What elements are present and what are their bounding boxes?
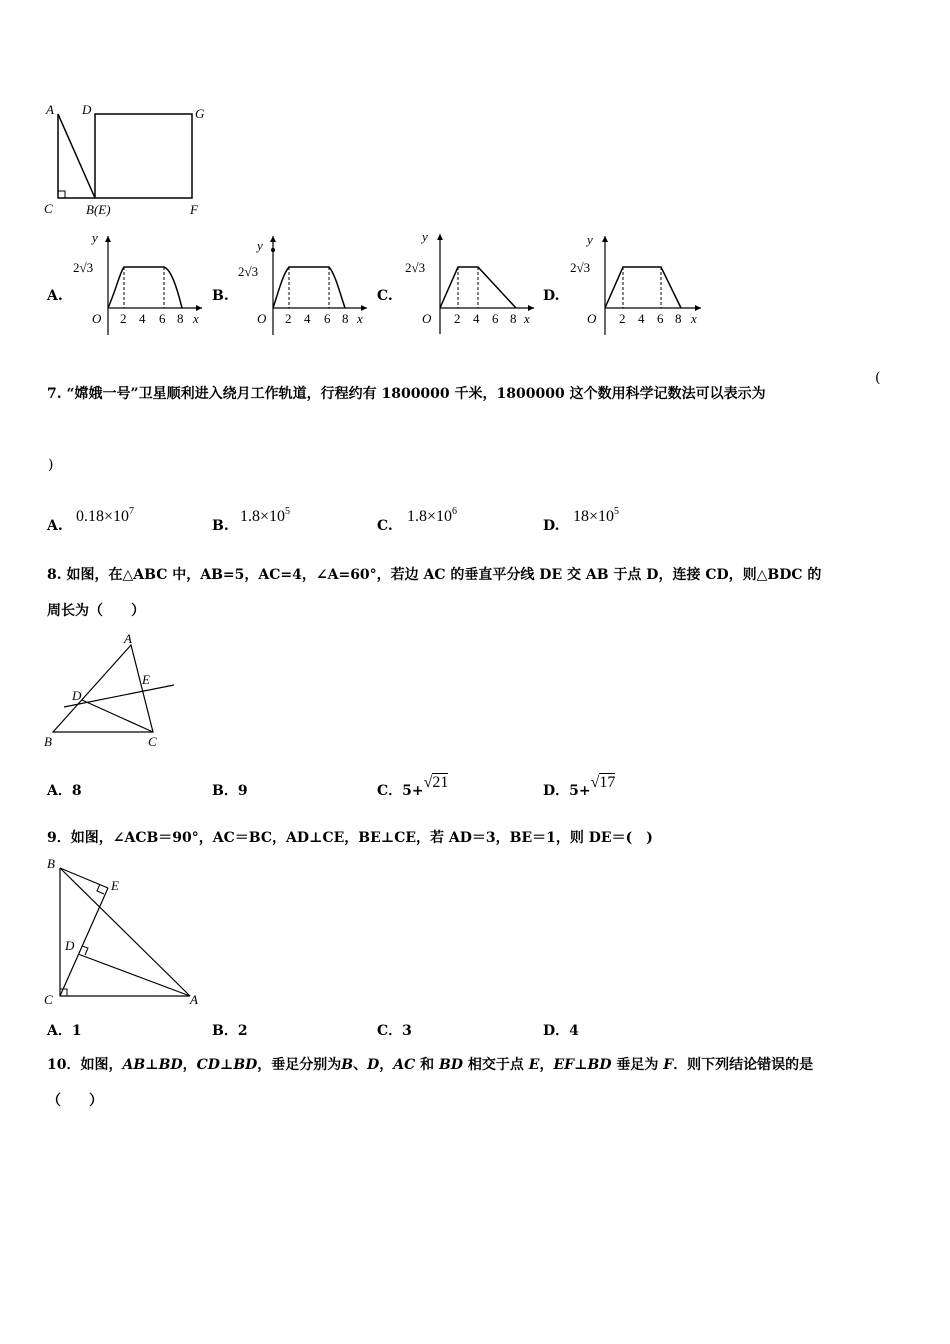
graph-b-y: y (257, 238, 263, 253)
graph-b-t2: 2 (285, 311, 292, 326)
q7-option-b-value (240, 506, 290, 526)
q7-d-base: 18×10 (573, 508, 615, 525)
q7-option-a-label[interactable]: A. (47, 518, 63, 534)
q8-option-c-sqrt-icon: √ (423, 774, 433, 791)
q10-p8: ， (539, 1057, 554, 1073)
q8-option-a[interactable]: A．8 (47, 783, 82, 799)
q8-label-B: B (44, 734, 52, 749)
q6-option-b-graph (235, 230, 370, 340)
q9-option-d[interactable]: D．4 (543, 1023, 579, 1039)
q8-option-d-radicand: 17 (599, 774, 616, 791)
graph-a-x: x (193, 311, 199, 326)
q10-m5: AC (393, 1057, 416, 1073)
graph-c-t4: 4 (473, 311, 480, 326)
q7-a-base: 0.18×10 (76, 508, 130, 525)
q6-option-d-label[interactable]: D. (543, 288, 560, 304)
q10-m1: AB⊥BD (122, 1057, 183, 1073)
graph-c-o: O (422, 311, 432, 326)
graph-d-x: x (691, 311, 697, 326)
q7-b-base: 1.8×10 (240, 508, 286, 525)
q7-option-c-value (407, 506, 457, 526)
q7-d-exp: 5 (614, 506, 620, 517)
q8-triangle-figure (40, 630, 185, 752)
graph-d-t6: 6 (657, 311, 664, 326)
q10-p5: ， (379, 1057, 394, 1073)
q10-m6: BD (439, 1057, 464, 1073)
graph-a-t2: 2 (120, 311, 127, 326)
q7-open-paren: ( (875, 370, 881, 386)
q9-label-B: B (47, 856, 55, 871)
q8-option-d[interactable] (543, 774, 616, 800)
graph-a-t8: 8 (177, 311, 184, 326)
q7-a-exp: 7 (129, 506, 135, 517)
q7-option-d-label[interactable]: D. (543, 518, 560, 534)
q10-m3: B (341, 1057, 354, 1073)
q7-option-d-value (573, 506, 619, 526)
q6-option-d-graph (567, 230, 707, 340)
q8-option-c[interactable] (377, 774, 449, 800)
q9-label-C: C (44, 992, 53, 1007)
q6-label-A: A (46, 102, 54, 117)
q7-option-a-value (76, 506, 134, 526)
q8-label-C: C (148, 734, 157, 749)
q8-question-line2: 周长为（ ） (47, 603, 145, 619)
graph-d-t8: 8 (675, 311, 682, 326)
graph-d-t2: 2 (619, 311, 626, 326)
graph-d-y: y (587, 232, 593, 247)
q6-label-G: G (195, 106, 205, 121)
q10-m9: F (663, 1057, 674, 1073)
q8-option-c-radicand: 21 (432, 774, 449, 791)
graph-b-val: 2√3 (238, 264, 259, 279)
graph-c-y: y (422, 229, 428, 244)
q10-p9: 垂足为 (611, 1057, 664, 1073)
q10-p4: 、 (353, 1057, 368, 1073)
graph-c-val: 2√3 (405, 260, 426, 275)
q6-geometry-figure (40, 98, 220, 223)
q7-option-c-label[interactable]: C. (377, 518, 393, 534)
q10-p10: ．则下列结论错误的是 (673, 1057, 814, 1073)
q6-option-a-label[interactable]: A. (47, 288, 63, 304)
q8-option-b[interactable]: B．9 (212, 783, 248, 799)
graph-a-t4: 4 (139, 311, 146, 326)
q7-option-b-label[interactable]: B. (212, 518, 229, 534)
q10-m8: EF⊥BD (553, 1057, 612, 1073)
q8-label-A: A (124, 631, 132, 646)
graph-d-t4: 4 (638, 311, 645, 326)
q8-option-c-label: C．5+ (377, 783, 424, 799)
q10-p7: 相交于点 (463, 1057, 529, 1073)
graph-c-t2: 2 (454, 311, 461, 326)
q8-option-d-sqrt-icon: √ (590, 774, 600, 791)
q10-question-line2: （ ） (47, 1093, 103, 1109)
q7-c-exp: 6 (452, 506, 458, 517)
q7-c-base: 1.8×10 (407, 508, 453, 525)
q10-p3: ，垂足分别为 (257, 1057, 342, 1073)
q9-label-D: D (65, 938, 75, 953)
q9-question-text: 9．如图，∠ACB＝90°，AC＝BC，AD⊥CE，BE⊥CE，若 AD＝3，BE＝1，则 DE＝( ) (47, 830, 653, 846)
q9-option-a[interactable]: A．1 (47, 1023, 82, 1039)
graph-b-t4: 4 (304, 311, 311, 326)
q10-p1: 10．如图， (47, 1057, 123, 1073)
q10-m7: E (528, 1057, 540, 1073)
q8-label-E: E (142, 672, 150, 687)
graph-a-y: y (92, 230, 98, 245)
q6-option-c-graph (402, 226, 537, 338)
graph-a-t6: 6 (159, 311, 166, 326)
q9-option-c[interactable]: C．3 (377, 1023, 412, 1039)
q9-label-E: E (111, 878, 119, 893)
q6-option-b-label[interactable]: B. (212, 288, 229, 304)
q6-label-D: D (82, 102, 92, 117)
q8-label-D: D (72, 688, 82, 703)
q10-question-line1 (47, 1054, 813, 1074)
graph-c-t8: 8 (510, 311, 517, 326)
q6-option-c-label[interactable]: C. (377, 288, 393, 304)
q7-b-exp: 5 (285, 506, 291, 517)
graph-b-o: O (257, 311, 267, 326)
q7-close-paren: ) (48, 457, 54, 473)
graph-a-val: 2√3 (73, 260, 94, 275)
q6-label-BE: B(E) (86, 202, 111, 217)
q6-label-C: C (44, 201, 53, 216)
q6-label-F: F (190, 202, 198, 217)
q8-option-d-label: D．5+ (543, 783, 591, 799)
q7-question-text: 7. “嫦娥一号”卫星顺利进入绕月工作轨道，行程约有 1800000 千米，1800000 这个数用科学记数法可以表示为 (47, 386, 766, 402)
graph-a-o: O (92, 311, 102, 326)
q8-question-line1: 8. 如图，在△ABC 中，AB=5，AC=4，∠A=60°，若边 AC 的垂直平分线 DE 交 AB 于点 D，连接 CD，则△BDC 的 (47, 567, 822, 583)
graph-b-t8: 8 (342, 311, 349, 326)
graph-c-x: x (524, 311, 530, 326)
q10-p6: 和 (415, 1057, 440, 1073)
graph-b-x: x (357, 311, 363, 326)
q10-m4: D (367, 1057, 380, 1073)
q9-label-A: A (190, 992, 198, 1007)
q10-p2: ， (182, 1057, 197, 1073)
q9-option-b[interactable]: B．2 (212, 1023, 248, 1039)
graph-d-val: 2√3 (570, 260, 591, 275)
q10-m2: CD⊥BD (196, 1057, 258, 1073)
graph-c-t6: 6 (492, 311, 499, 326)
q6-option-a-graph (70, 230, 205, 340)
graph-d-o: O (587, 311, 597, 326)
graph-b-t6: 6 (324, 311, 331, 326)
q9-triangle-figure (40, 852, 210, 1010)
